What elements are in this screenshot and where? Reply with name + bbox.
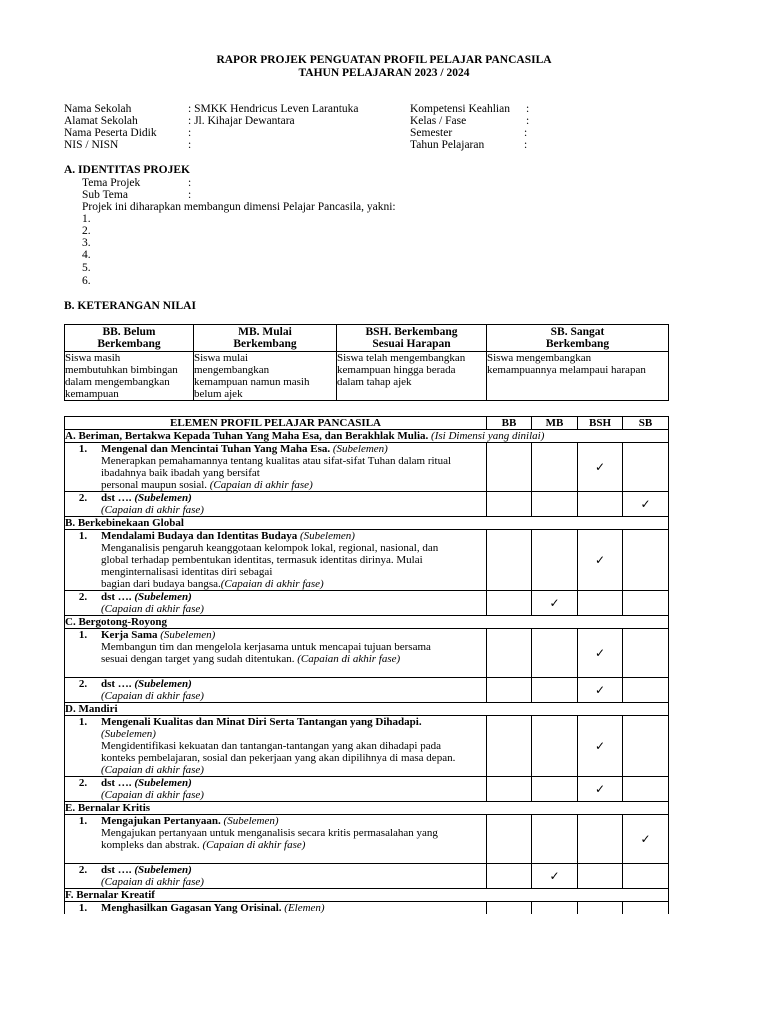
table-row: 1. Mendalami Budaya dan Identitas Budaya (Subelemen) Menganalisis pengaruh keanggotaan kelompok lokal, regional, nasional, dan global terhadap pembentukan identitas, termasuk identitas dirinya. Mulai menginternalisasi identitas diri sebagai bagian dari budaya bangsa.(Capaian di akhir fase) ✓ [65,530,669,591]
score-bsh-cell[interactable] [578,591,623,616]
legend-desc-bb: Siswa masih membutuhkan bimbingan dalam mengembangkan kemampuan [65,352,194,401]
checkmark-icon: ✓ [594,781,606,796]
table-row: 2. dst …. (Subelemen) (Capaian di akhir fase) ✓ [65,492,669,517]
table-row: 2. dst …. (Subelemen) (Capaian di akhir fase) ✓ [65,591,669,616]
info-value-class: : [526,115,530,127]
legend-header-sb: SB. Sangat Berkembang [487,325,669,352]
header-sb: SB [623,417,669,430]
score-bb-cell[interactable] [487,530,532,591]
table-row: 1. Mengenal dan Mencintai Tuhan Yang Maha Esa. (Subelemen) Menerapkan pemahamannya tentang kualitas atau sifat-sifat Tuhan dalam ritual ibadahnya baik ibadah yang bersifat personal maupun sosial. (Capaian di akhir fase) ✓ [65,443,669,492]
score-mb-cell[interactable] [532,902,578,915]
category-a: A. Beriman, Bertakwa Kepada Tuhan Yang Maha Esa, dan Berakhlak Mulia. (Isi Dimensi yang dinilai) [65,430,669,443]
score-bsh-cell[interactable] [578,716,623,777]
project-intro: Projek ini diharapkan membangun dimensi Pelajar Pancasila, yakni: [82,201,396,213]
legend-desc-sb: Siswa mengembangkan kemampuannya melampaui harapan [487,352,669,401]
checkmark-icon: ✓ [594,552,606,567]
checkmark-icon: ✓ [549,868,560,883]
header-mb: MB [532,417,578,430]
tema-label: Tema Projek [82,177,141,189]
info-value-academic-year: : [524,139,528,151]
table-row: 2. dst …. (Subelemen) (Capaian di akhir fase) ✓ [65,777,669,802]
table-row: 1. Menghasilkan Gagasan Yang Orisinal. (Elemen) [65,902,669,915]
score-sb-cell[interactable] [623,443,669,492]
score-mb-cell[interactable] [532,815,578,864]
info-label-competence: Kompetensi Keahlian [410,103,510,115]
score-mb-cell[interactable] [532,591,578,616]
header-element: ELEMEN PROFIL PELAJAR PANCASILA [65,417,487,430]
score-bb-cell[interactable] [487,777,532,802]
checkmark-icon: ✓ [594,682,606,697]
score-mb-cell[interactable] [532,678,578,703]
legend-header-mb: MB. Mulai Berkembang [194,325,337,352]
table-row: 1. Mengenali Kualitas dan Minat Diri Serta Tantangan yang Dihadapi. (Subelemen) Mengidentifikasi kekuatan dan tantangan-tantangan yang akan dihadapi pada konteks pembelajaran, sosial dan pekerjaan yang akan dipilihnya di masa depan. (Capaian di akhir fase) ✓ [65,716,669,777]
score-sb-cell[interactable] [623,629,669,678]
checkmark-icon: ✓ [549,595,560,610]
score-bsh-cell[interactable] [578,629,623,678]
dimension-item: 6. [82,275,91,287]
table-row: 1. Kerja Sama (Subelemen) Membangun tim dan mengelola kerjasama untuk mencapai tujuan bersama sesuai dengan target yang sudah ditentukan. (Capaian di akhir fase) ✓ [65,629,669,678]
score-sb-cell[interactable] [623,902,669,915]
score-bsh-cell[interactable] [578,815,623,864]
category-f: F. Bernalar Kreatif [65,889,669,902]
table-header-row [65,417,669,430]
score-mb-cell[interactable] [532,492,578,517]
score-sb-cell[interactable] [623,678,669,703]
info-value-competence: : [526,103,530,115]
subtema-value: : [188,189,192,201]
tema-value: : [188,177,192,189]
legend-desc-mb: Siswa mulai mengembangkan kemampuan namun masih belum ajek [194,352,337,401]
score-sb-cell[interactable] [623,864,669,889]
report-year: TAHUN PELAJARAN 2023 / 2024 [298,67,470,79]
info-value-address: : Jl. Kihajar Dewantara [188,115,295,127]
dimension-item: 3. [82,237,91,249]
section-a-heading: A. IDENTITAS PROJEK [64,164,190,176]
checkmark-icon: ✓ [594,459,606,474]
table-row: 1. Mengajukan Pertanyaan. (Subelemen) Mengajukan pertanyaan untuk menganalisis secara kritis permasalahan yang kompleks dan abstrak. (Capaian di akhir fase) ✓ [65,815,669,864]
info-value-school: : SMKK Hendricus Leven Larantuka [188,103,359,115]
legend-desc-bsh: Siswa telah mengembangkan kemampuan hingga berada dalam tahap ajek [337,352,487,401]
score-sb-cell[interactable] [623,777,669,802]
score-bb-cell[interactable] [487,678,532,703]
info-label-class: Kelas / Fase [410,115,467,127]
info-label-student-name: Nama Peserta Didik [64,127,157,139]
info-label-school: Nama Sekolah [64,103,132,115]
dimension-item: 1. [82,213,91,225]
score-sb-cell[interactable] [623,716,669,777]
score-sb-cell[interactable] [623,815,669,864]
category-c: C. Bergotong-Royong [65,616,669,629]
score-bsh-cell[interactable] [578,864,623,889]
category-e: E. Bernalar Kritis [65,802,669,815]
subtema-label: Sub Tema [82,189,128,201]
score-bsh-cell[interactable] [578,678,623,703]
info-label-address: Alamat Sekolah [64,115,138,127]
table-row: 2. dst …. (Subelemen) (Capaian di akhir fase) ✓ [65,864,669,889]
checkmark-icon: ✓ [594,645,606,660]
info-label-semester: Semester [410,127,453,139]
info-label-academic-year: Tahun Pelajaran [410,139,485,151]
checkmark-icon: ✓ [640,496,651,511]
score-bsh-cell[interactable] [578,492,623,517]
score-bb-cell[interactable] [487,902,532,915]
category-b: B. Berkebinekaan Global [65,517,669,530]
score-bb-cell[interactable] [487,864,532,889]
score-mb-cell[interactable] [532,716,578,777]
score-bsh-cell[interactable] [578,777,623,802]
info-value-student-name: : [188,127,192,139]
header-bb: BB [487,417,532,430]
info-value-nis: : [188,139,192,151]
score-bb-cell[interactable] [487,443,532,492]
score-mb-cell[interactable] [532,864,578,889]
score-mb-cell[interactable] [532,629,578,678]
score-bb-cell[interactable] [487,815,532,864]
score-sb-cell[interactable] [623,530,669,591]
score-bsh-cell[interactable] [578,902,623,915]
score-bsh-cell[interactable] [578,530,623,591]
info-value-semester: : [524,127,528,139]
score-bb-cell[interactable] [487,591,532,616]
score-mb-cell[interactable] [532,443,578,492]
checkmark-icon: ✓ [594,738,606,753]
score-sb-cell[interactable] [623,591,669,616]
element-table [64,416,669,914]
score-mb-cell[interactable] [532,777,578,802]
score-bb-cell[interactable] [487,716,532,777]
header-bsh: BSH [578,417,623,430]
dimension-item: 2. [82,225,91,237]
category-d: D. Mandiri [65,703,669,716]
section-b-heading: B. KETERANGAN NILAI [64,300,196,312]
score-bsh-cell[interactable] [578,443,623,492]
score-bb-cell[interactable] [487,629,532,678]
dimension-item: 4. [82,249,91,261]
legend-header-bsh: BSH. Berkembang Sesuai Harapan [337,325,487,352]
dimension-item: 5. [82,262,91,274]
legend-header-bb: BB. Belum Berkembang [65,325,194,352]
legend-table [64,324,669,401]
checkmark-icon: ✓ [640,831,651,846]
report-title: RAPOR PROJEK PENGUATAN PROFIL PELAJAR PANCASILA [216,54,552,66]
score-mb-cell[interactable] [532,530,578,591]
table-row: 2. dst …. (Subelemen) (Capaian di akhir fase) ✓ [65,678,669,703]
score-sb-cell[interactable] [623,492,669,517]
score-bb-cell[interactable] [487,492,532,517]
info-label-nis: NIS / NISN [64,139,119,151]
